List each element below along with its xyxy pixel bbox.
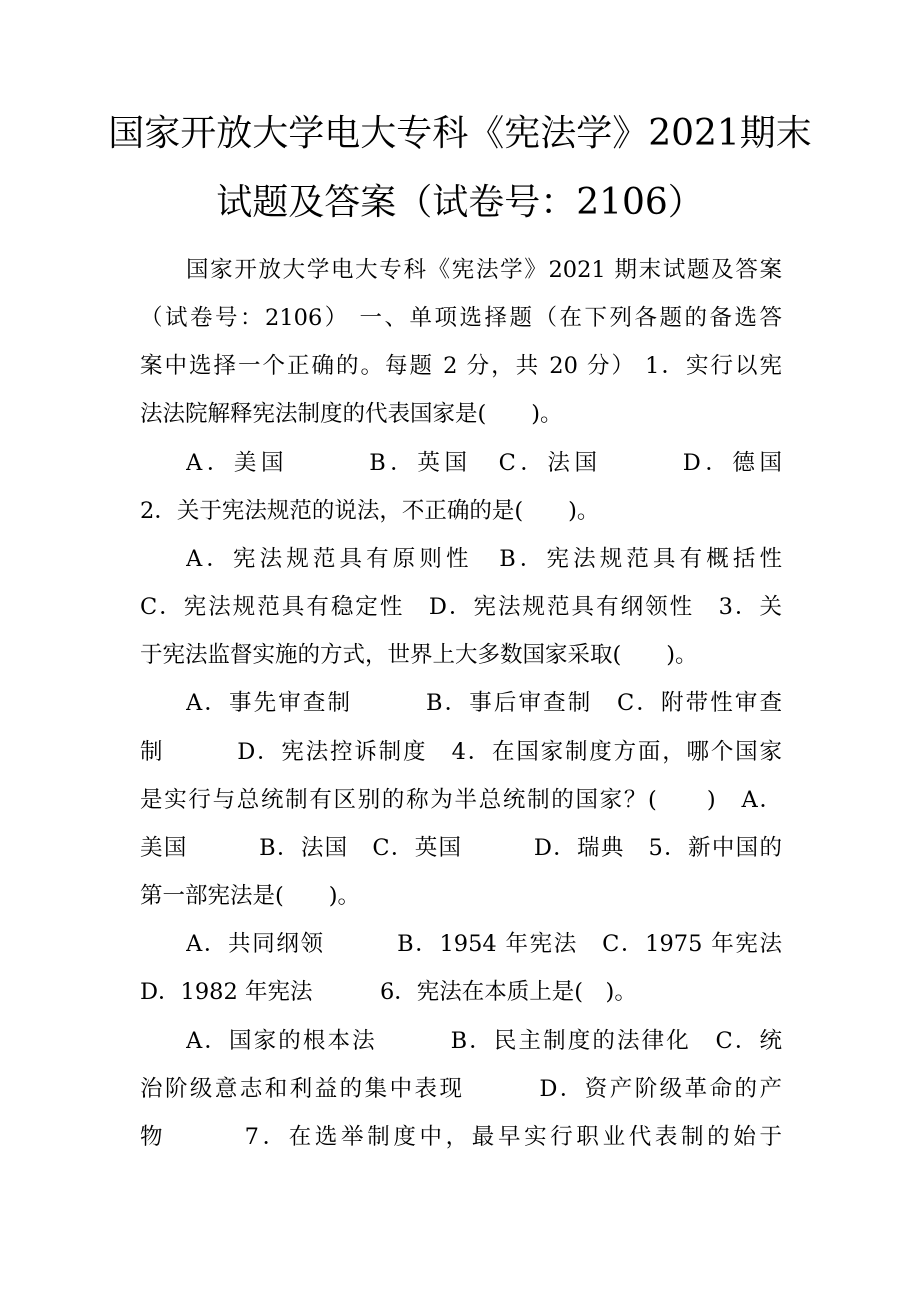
paragraph-line: 案中选择一个正确的。每题 2 分，共 20 分） 1．实行以宪	[140, 353, 782, 379]
question-line: 第一部宪法是( )。	[140, 883, 361, 909]
paragraph-line: 法法院解释宪法制度的代表国家是( )。	[140, 401, 563, 427]
paragraph-line: 是实行与总统制有区别的称为半总统制的国家？( ) A．	[140, 787, 782, 813]
options-line: A．共同纲领 B．1954 年宪法 C．1975 年宪法	[186, 931, 782, 957]
paragraph-line: 制 D．宪法控诉制度 4．在国家制度方面，哪个国家	[140, 739, 782, 765]
document-title-line-1: 国家开放大学电大专科《宪法学》2021期末	[108, 113, 812, 154]
paragraph-line: C．宪法规范具有稳定性 D．宪法规范具有纲领性 3．关	[140, 594, 782, 620]
paragraph-line: 国家开放大学电大专科《宪法学》2021 期末试题及答案	[186, 257, 782, 283]
document-title-line-2: 试题及答案（试卷号：2106）	[216, 182, 704, 223]
question-line: 2．关于宪法规范的说法，不正确的是( )。	[140, 498, 600, 524]
paragraph-line: （试卷号：2106） 一、单项选择题（在下列各题的备选答	[140, 305, 782, 331]
paragraph-line: 美国 B．法国 C．英国 D．瑞典 5．新中国的	[140, 835, 782, 861]
paragraph-line: 物 7．在选举制度中，最早实行职业代表制的始于	[140, 1124, 782, 1150]
paragraph-line: 治阶级意志和利益的集中表现 D．资产阶级革命的产	[140, 1076, 782, 1102]
paragraph-line: D．1982 年宪法 6．宪法在本质上是( )。	[140, 979, 637, 1005]
options-line: A．国家的根本法 B．民主制度的法律化 C．统	[186, 1028, 782, 1054]
options-line: A．美国 B．英国 C．法国 D．德国	[186, 450, 782, 476]
options-line: A．事先审查制 B．事后审查制 C．附带性审查	[186, 690, 782, 716]
options-line: A．宪法规范具有原则性 B．宪法规范具有概括性	[186, 546, 782, 572]
question-line: 于宪法监督实施的方式，世界上大多数国家采取( )。	[140, 642, 698, 668]
